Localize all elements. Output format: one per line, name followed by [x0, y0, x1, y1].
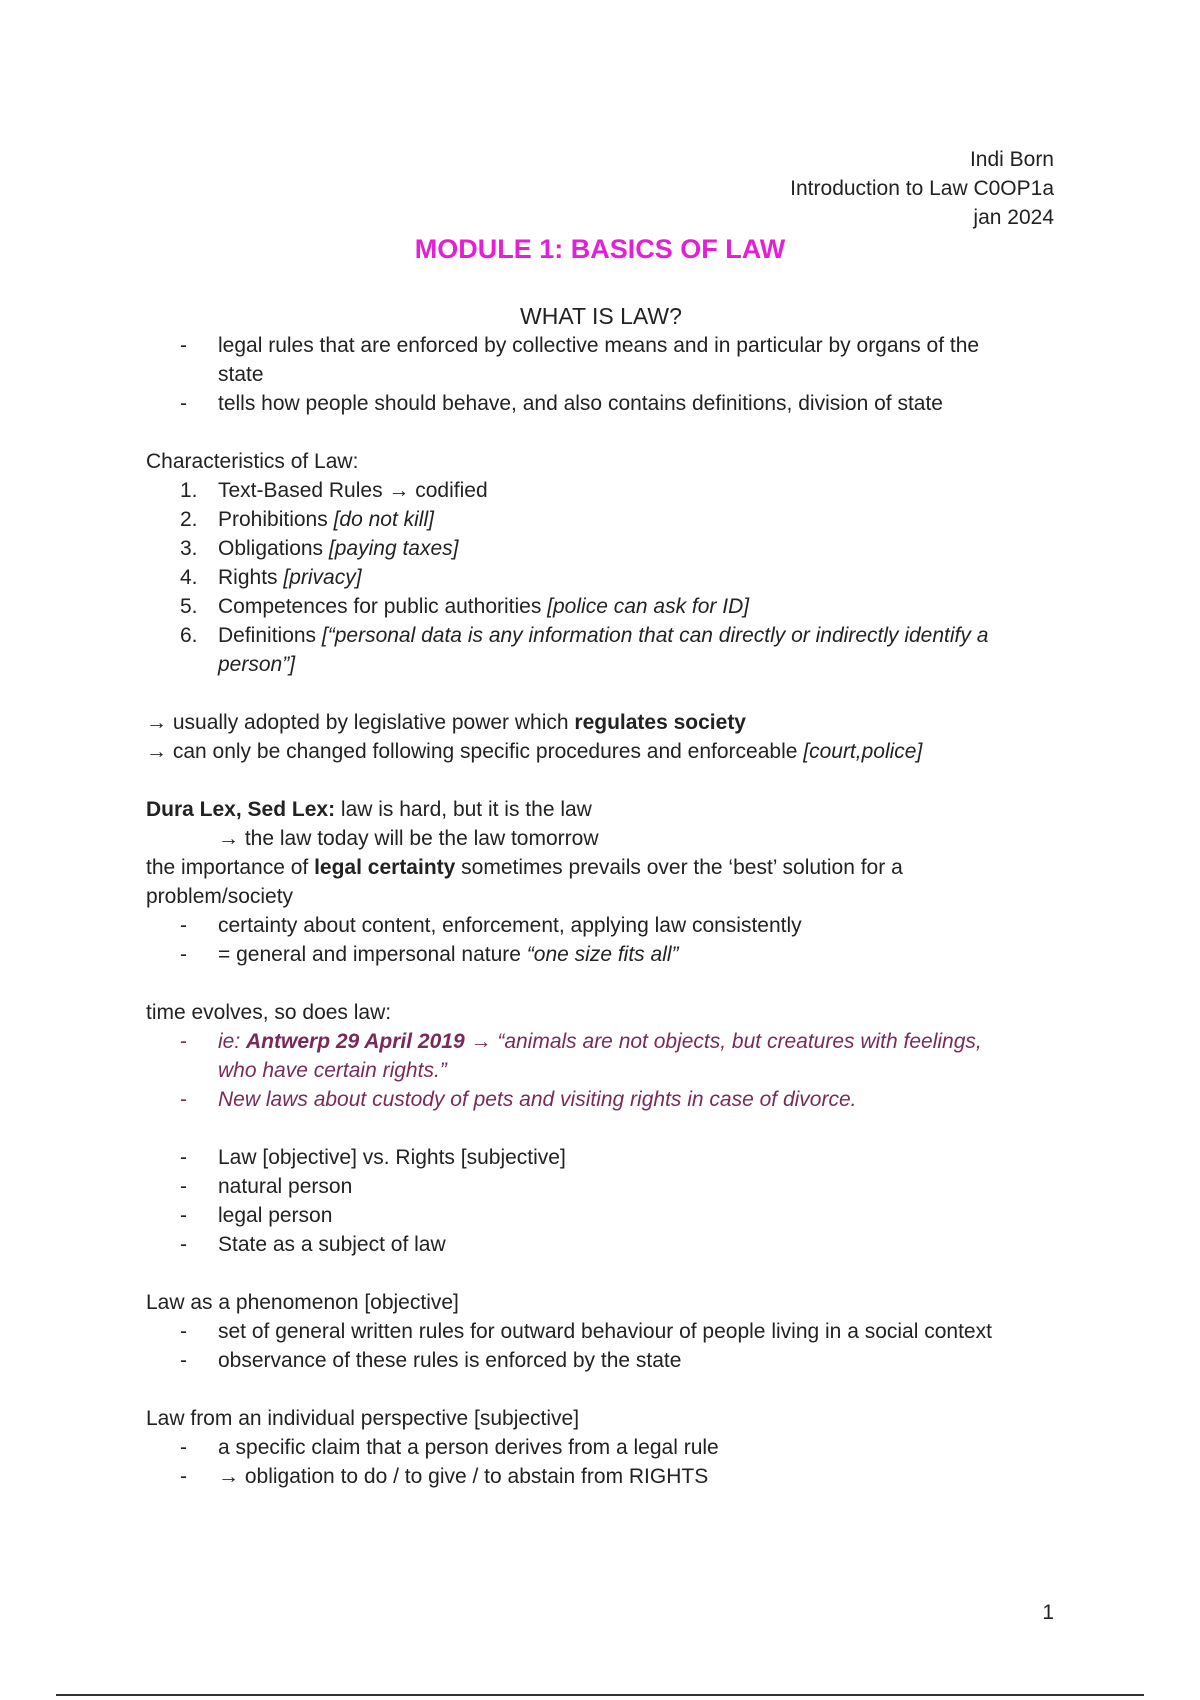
- subjective-list: [146, 1433, 1056, 1491]
- legal-certainty-text: the importance of legal certainty sometimes prevails over the ‘best’ solution for a problem/society: [146, 856, 903, 908]
- document-body: [146, 301, 1056, 1491]
- list-item: - Law [objective] vs. Rights [subjective]: [180, 1146, 566, 1169]
- characteristics-heading: Characteristics of Law:: [146, 450, 359, 473]
- example-list: [146, 1027, 1056, 1114]
- bullet-dash: -: [180, 392, 187, 415]
- list-item: - observance of these rules is enforced by the state: [180, 1349, 682, 1372]
- section-title: WHAT IS LAW?: [520, 303, 682, 329]
- characteristics-list: [146, 476, 1056, 679]
- list-item: 5. Competences for public authorities [police can ask for ID]: [180, 595, 750, 618]
- intro-list: [146, 331, 1056, 418]
- dura-lex-note: → the law today will be the law tomorrow: [218, 827, 599, 850]
- adoption-line: → can only be changed following specific procedures and enforceable [court,police]: [146, 740, 923, 763]
- author-name: Indi Born: [969, 148, 1054, 171]
- list-item: 6. Definitions [“personal data is any information that can directly or indirectly identify a person”]: [180, 624, 989, 676]
- list-item: - set of general written rules for outward behaviour of people living in a social context: [180, 1320, 992, 1343]
- bullet-dash: -: [180, 334, 187, 357]
- list-item: 1. Text-Based Rules → codified: [180, 479, 488, 502]
- adoption-line: → usually adopted by legislative power which regulates society: [146, 711, 746, 734]
- page-number: 1: [1042, 1601, 1054, 1624]
- list-item: 4. Rights [privacy]: [180, 566, 362, 589]
- list-item: - natural person: [180, 1175, 353, 1198]
- objective-list: [146, 1317, 1056, 1375]
- list-item: 2. Prohibitions [do not kill]: [180, 508, 434, 531]
- module-title: MODULE 1: BASICS OF LAW: [414, 234, 786, 264]
- list-item: - → obligation to do / to give / to abstain from RIGHTS: [180, 1465, 709, 1488]
- list-item: - New laws about custody of pets and visiting rights in case of divorce.: [180, 1088, 857, 1111]
- subjects-list: [146, 1143, 1056, 1259]
- list-item: - ie: Antwerp 29 April 2019 → “animals are not objects, but creatures with feelings, who have certain rights.”: [180, 1030, 982, 1082]
- document-date: jan 2024: [973, 206, 1054, 229]
- subjective-heading: Law from an individual perspective [subjective]: [146, 1407, 580, 1430]
- time-heading: time evolves, so does law:: [146, 1001, 392, 1024]
- objective-heading: Law as a phenomenon [objective]: [146, 1291, 459, 1314]
- course-name: Introduction to Law C0OP1a: [790, 177, 1054, 200]
- dura-lex-definition: Dura Lex, Sed Lex: law is hard, but it is the law: [146, 798, 592, 821]
- list-item: - a specific claim that a person derives from a legal rule: [180, 1436, 719, 1459]
- list-item: - State as a subject of law: [180, 1233, 446, 1256]
- document-header: [790, 145, 1054, 232]
- certainty-list: [146, 911, 1056, 969]
- list-item: - legal person: [180, 1204, 333, 1227]
- list-item: - legal rules that are enforced by collective means and in particular by organs of the state: [146, 331, 1056, 389]
- page-bottom-rule: [56, 1694, 1144, 1696]
- list-item: - = general and impersonal nature “one size fits all”: [180, 943, 679, 966]
- list-item: 3. Obligations [paying taxes]: [180, 537, 459, 560]
- list-item: - tells how people should behave, and also contains definitions, division of state: [146, 389, 1056, 418]
- list-item: - certainty about content, enforcement, applying law consistently: [180, 914, 802, 937]
